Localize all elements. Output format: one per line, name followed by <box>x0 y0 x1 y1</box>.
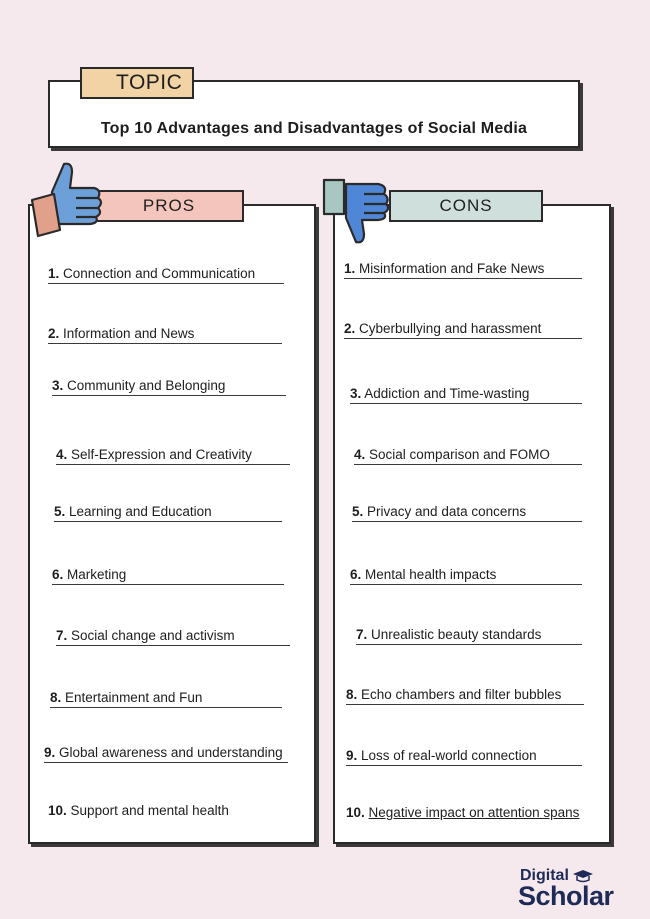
cons-tab: CONS <box>389 190 543 222</box>
cons-item: 3. Addiction and Time-wasting <box>350 386 582 404</box>
thumbs-up-icon <box>30 160 108 240</box>
pros-item: 5. Learning and Education <box>54 504 282 522</box>
cons-item: 7. Unrealistic beauty standards <box>356 627 582 645</box>
topic-tab: TOPIC <box>80 67 194 99</box>
cons-item: 9. Loss of real-world connection <box>346 748 582 766</box>
page-title: Top 10 Advantages and Disadvantages of Social Media <box>100 120 528 137</box>
digital-scholar-logo: Digital Scholar <box>518 867 614 911</box>
pros-item: 2. Information and News <box>48 326 282 344</box>
thumbs-down-icon <box>322 176 396 246</box>
pros-item: 6. Marketing <box>52 567 284 585</box>
pros-item: 7. Social change and activism <box>56 628 290 646</box>
pros-item: 4. Self-Expression and Creativity <box>56 447 290 465</box>
cons-item: 8. Echo chambers and filter bubbles <box>346 687 584 705</box>
cons-item: 4. Social comparison and FOMO <box>354 447 582 465</box>
pros-tab: PROS <box>94 190 244 222</box>
cons-item: 1. Misinformation and Fake News <box>344 261 582 279</box>
cons-item: 6. Mental health impacts <box>350 567 582 585</box>
cons-item: 5. Privacy and data concerns <box>352 504 582 522</box>
pros-item: 1. Connection and Communication <box>48 266 284 284</box>
cons-item: 2. Cyberbullying and harassment <box>344 321 582 339</box>
pros-item: 10. Support and mental health <box>48 803 229 818</box>
pros-item: 9. Global awareness and understanding <box>44 745 288 763</box>
pros-item: 8. Entertainment and Fun <box>50 690 282 708</box>
pros-item: 3. Community and Belonging <box>52 378 286 396</box>
cons-item: 10. Negative impact on attention spans <box>346 805 580 820</box>
